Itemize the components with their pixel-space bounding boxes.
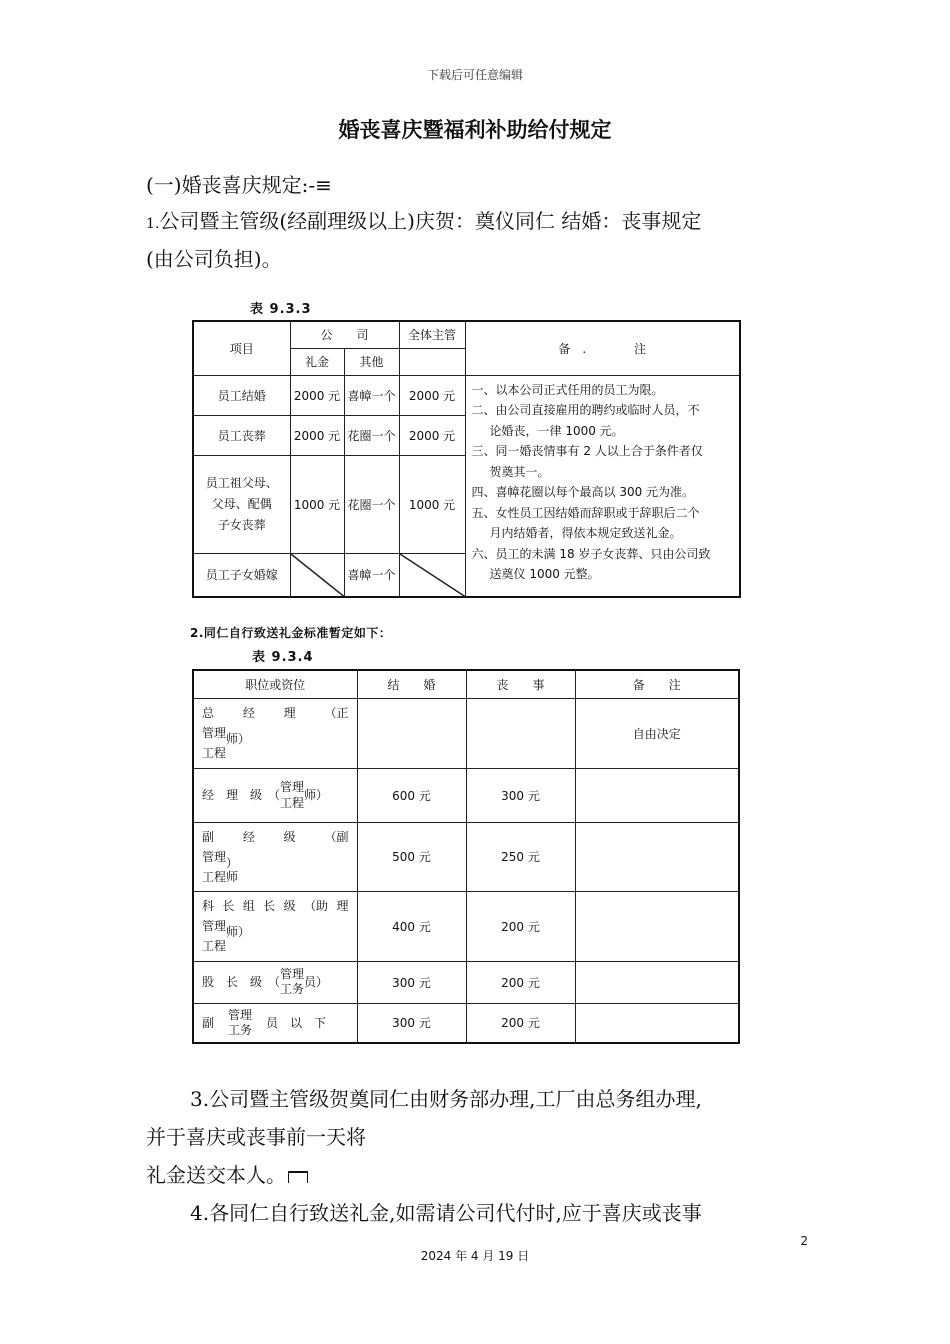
table1-header-gift: 礼金: [290, 348, 344, 375]
pos-char: 组: [242, 899, 255, 913]
table2-row5-wedding: 300 元: [357, 961, 466, 1003]
table2-row4-wedding: 400 元: [357, 891, 466, 961]
pos-char: 科: [202, 899, 215, 913]
item1-line2: (由公司负担)。: [146, 247, 282, 271]
pos-text: 工务: [228, 1022, 253, 1037]
note-6: 六、员工的未满 18 岁子女丧葬、只由公司致: [471, 546, 711, 561]
table2-header-wedding: 结 婚: [357, 670, 466, 698]
section-heading: (一)婚丧喜庆规定:-≡: [146, 173, 332, 197]
position-line: [202, 703, 349, 723]
pos-char: 级: [283, 899, 296, 913]
pos-char: 经: [242, 829, 255, 844]
table1-header-other: 其他: [344, 348, 399, 375]
pos-char: 级: [283, 829, 296, 844]
table1-row2-item: 员工丧葬: [193, 415, 290, 455]
pos-char: 长: [222, 899, 235, 913]
note-3-cont: 贺奠其一。: [489, 464, 550, 479]
pos-text: 工程: [280, 796, 305, 810]
note-3: 三、同一婚丧情事有 2 人以上合于条件者仅: [471, 444, 703, 458]
position-line: [202, 916, 349, 939]
table1-row1-other: 喜幛一个: [344, 375, 399, 415]
diagonal-slash: [291, 554, 344, 597]
pos-text: 管理: [228, 1007, 253, 1022]
table1-row1-managers: 2000 元: [399, 375, 465, 415]
table2-row3-position: [193, 822, 357, 891]
pos-text: 师）: [226, 732, 251, 746]
pos-text: 员 以 下: [266, 1015, 327, 1030]
position-line: 工程: [202, 746, 227, 760]
table2-row6-remarks: [575, 1003, 739, 1043]
table1-caption: 表 9.3.3: [250, 302, 312, 317]
item1-text: 公司暨主管级(经副理级以上)庆贺：奠仪同仁 结婚：丧事规定: [159, 209, 702, 233]
table1-row4-gift-empty: [290, 553, 344, 597]
position-line: 工程师: [202, 869, 239, 884]
pos-text: 管理: [202, 849, 227, 864]
table2-row1-wedding: [357, 698, 466, 768]
table2-row4-funeral: 200 元: [466, 891, 575, 961]
table2-row3-remarks: [575, 822, 739, 891]
position-line: [202, 896, 349, 916]
document-title: 婚丧喜庆暨福利补助给付规定: [338, 118, 612, 142]
note-1: 一、以本公司正式任用的员工为限。: [471, 382, 664, 397]
table1-row3-item-line2: 父母、配偶: [211, 496, 272, 511]
pos-stack: [280, 967, 304, 997]
note-4: 四、喜幛花圈以每个最高以 300 元为准。: [471, 485, 695, 499]
pos-char: 理: [283, 706, 296, 720]
bracket-mark-icon: [288, 1171, 308, 1183]
pos-text: 管理: [280, 967, 305, 981]
table2-row2-position: [193, 768, 357, 822]
table2-row6-funeral: 200 元: [466, 1003, 575, 1043]
pos-text: 工务: [280, 982, 305, 996]
table1-row2-gift: 2000 元: [290, 415, 344, 455]
pos-text: 员）: [304, 975, 329, 989]
note-2: 二、由公司直接雇用的聘约或临时人员，不: [471, 403, 700, 417]
position-line: [202, 847, 349, 870]
table2-caption: 表 9.3.4: [252, 650, 314, 665]
table2-header-remarks: 备 注: [575, 670, 739, 698]
table1-row1-gift: 2000 元: [290, 375, 344, 415]
table2-row5-funeral: 200 元: [466, 961, 575, 1003]
item3-line3: [146, 1160, 308, 1191]
pos-char: （副: [324, 829, 349, 844]
table1-row3-item: [193, 455, 290, 553]
table1-row3-other: 花圈一个: [344, 455, 399, 553]
pos-text: 管理: [202, 726, 227, 740]
item3-line3-text: 礼金送交本人。: [146, 1163, 286, 1187]
item3-line1: 3.公司暨主管级贺奠同仁由财务部办理,工厂由总务组办理,: [190, 1087, 702, 1111]
table1-row4-managers-empty: [399, 553, 465, 597]
pos-text: 经 理 级: [202, 788, 263, 802]
pos-text: 股 长 级: [202, 975, 263, 989]
table1-header-managers: 全体主管: [399, 321, 465, 348]
position-line: [202, 1008, 349, 1038]
footer-date: 2024 年 4 月 19 日: [420, 1249, 530, 1263]
pos-text: 管理: [280, 780, 305, 794]
table1-header-item: 项目: [193, 321, 290, 375]
table2-row3-wedding: 500 元: [357, 822, 466, 891]
pos-char: （正: [324, 706, 349, 720]
table2-row2-funeral: 300 元: [466, 768, 575, 822]
note-2-cont: 论婚丧，一律 1000 元。: [489, 423, 624, 438]
table1-header-remarks: 备 . 注: [465, 321, 740, 375]
table2-header-funeral: 丧 事: [466, 670, 575, 698]
table2-row1-remarks: 自由决定: [575, 698, 739, 768]
table1-header-empty: [399, 348, 465, 375]
table1-row1-item: 员工结婚: [193, 375, 290, 415]
header-note: 下载后可任意编辑: [426, 68, 523, 82]
table1-header-company: 公 司: [290, 321, 399, 348]
position-line: [202, 827, 349, 847]
table1-row3-item-line3: 子女丧葬: [217, 517, 266, 532]
pos-text: 管理: [202, 919, 227, 933]
note-6-cont: 送奠仪 1000 元整。: [489, 567, 600, 581]
table2-row3-funeral: 250 元: [466, 822, 575, 891]
note-5: 五、女性员工因结婚而辞职或于辞职后二个: [471, 505, 700, 520]
pos-text: 师）: [226, 925, 251, 939]
table2-row5-position: [193, 961, 357, 1003]
position-line: [202, 779, 349, 811]
pos-char: （助: [304, 899, 329, 913]
position-line: [202, 967, 349, 997]
diagonal-slash: [400, 554, 465, 597]
table2-row4-position: [193, 891, 357, 961]
position-line: [202, 723, 349, 746]
table1-row4-item: 员工子女婚嫁: [193, 553, 290, 597]
pos-stack: [228, 1008, 252, 1038]
table2-row2-wedding: 600 元: [357, 768, 466, 822]
item4-line1: 4.各同仁自行致送礼金,如需请公司代付时,应于喜庆或丧事: [190, 1201, 702, 1225]
pos-char: 长: [263, 899, 276, 913]
pos-text: ）: [226, 855, 239, 870]
item1-line1: [146, 206, 701, 240]
pos-text: 师）: [304, 788, 329, 802]
table1-notes: [465, 375, 740, 597]
item3-line2: 并于喜庆或丧事前一天将: [146, 1125, 366, 1149]
pos-text: （: [268, 975, 281, 989]
item2-text: 2.同仁自行致送礼金标准暂定如下：: [190, 626, 392, 640]
pos-text: 副: [202, 1015, 215, 1030]
position-line: 工程: [202, 939, 227, 953]
table1-row4-other: 喜幛一个: [344, 553, 399, 597]
pos-char: 总: [202, 706, 215, 720]
pos-text: （: [268, 788, 281, 802]
item1-number: 1.: [146, 216, 160, 232]
table2-row5-remarks: [575, 961, 739, 1003]
table2: [192, 669, 740, 1044]
table2-row1-position: [193, 698, 357, 768]
note-5-cont: 月内结婚者，得依本规定致送礼金。: [489, 526, 682, 540]
table1-row3-gift: 1000 元: [290, 455, 344, 553]
table2-row2-remarks: [575, 768, 739, 822]
table2-row6-wedding: 300 元: [357, 1003, 466, 1043]
pos-stack: [280, 779, 304, 811]
table2-row4-remarks: [575, 891, 739, 961]
table1-row3-managers: 1000 元: [399, 455, 465, 553]
table2-row6-position: [193, 1003, 357, 1043]
table1-row2-managers: 2000 元: [399, 415, 465, 455]
table1: [192, 320, 741, 598]
pos-char: 理: [336, 899, 349, 913]
pos-char: 副: [202, 829, 215, 844]
table2-row1-funeral: [466, 698, 575, 768]
pos-char: 经: [242, 706, 255, 720]
table1-row3-item-line1: 员工祖父母、: [205, 475, 278, 490]
table1-row2-other: 花圈一个: [344, 415, 399, 455]
table2-header-position: 职位或资位: [193, 670, 357, 698]
page-number: 2: [800, 1234, 808, 1248]
